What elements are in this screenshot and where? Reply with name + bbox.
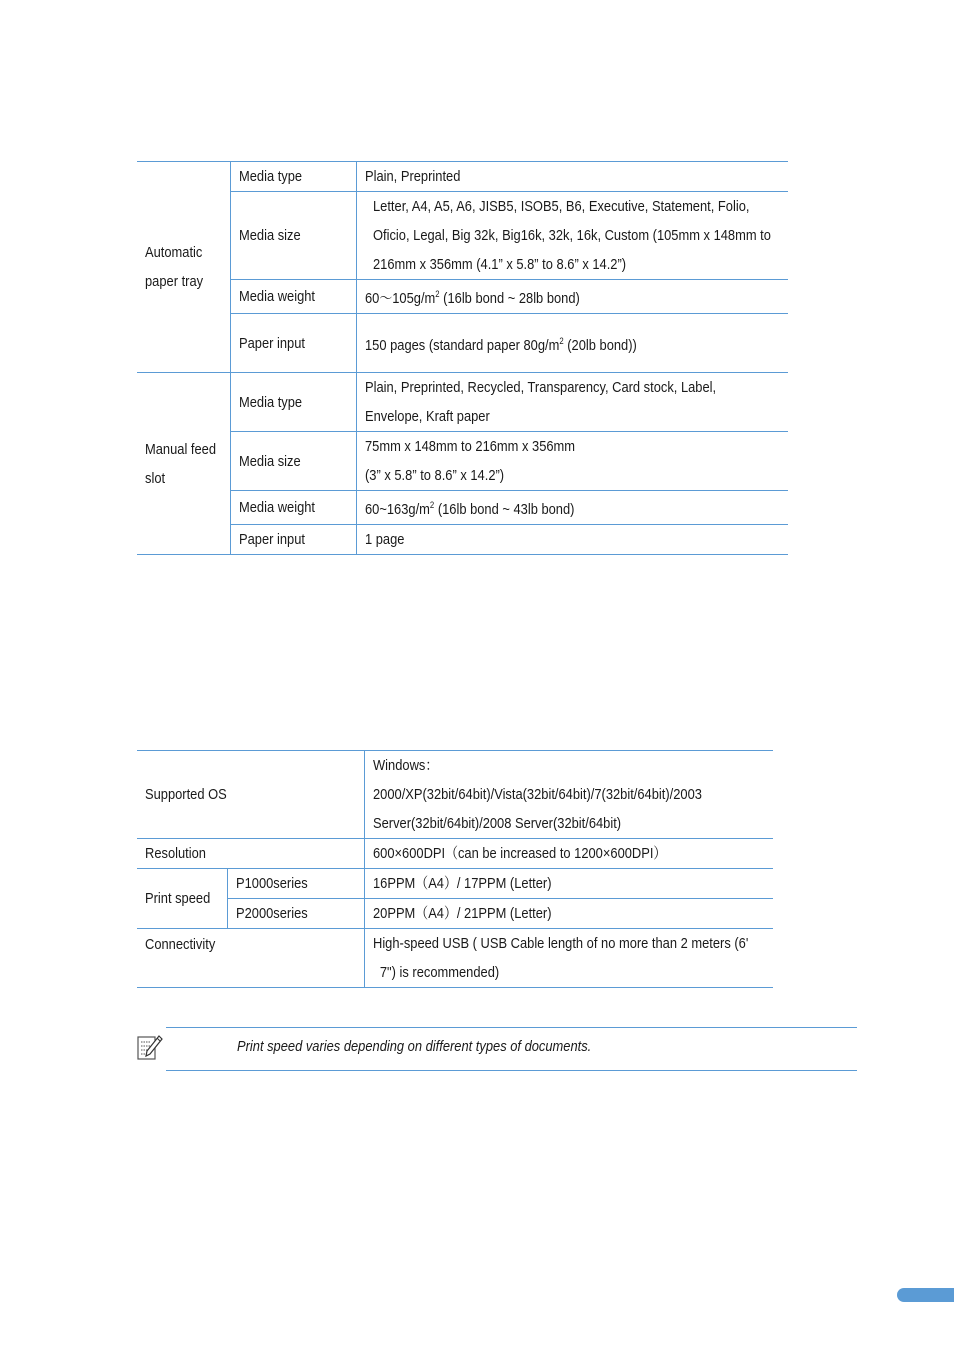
resolution-value: 600×600DPI（can be increased to 1200×600DPI） xyxy=(364,839,773,869)
paper-handling-table xyxy=(137,161,788,555)
auto-media-weight-value: $60\sim 105g/m^2$ (16lb bond ~ 28lb bond) xyxy=(356,280,788,314)
note-bottom-rule xyxy=(166,1070,857,1071)
os-label: Supported OS xyxy=(137,751,364,839)
auto-tray-heading: Automatic paper tray xyxy=(137,162,230,373)
auto-media-type-value: Plain, Preprinted xyxy=(356,162,788,192)
general-spec-table xyxy=(137,750,773,988)
manual-media-weight-value: $60\sim 163g/m^2$ (16lb bond ~ 43lb bond) xyxy=(356,491,788,525)
manual-paper-input-label: Paper input xyxy=(230,525,356,555)
auto-media-weight-label: Media weight xyxy=(230,280,356,314)
note-top-rule xyxy=(166,1027,857,1028)
page-marker-tab xyxy=(897,1288,954,1302)
print-speed-value: 16PPM（A4）/ 17PPM (Letter) xyxy=(364,869,773,899)
manual-media-type-value: Plain, Preprinted, Recycled, Transparency, Card stock, Label, Envelope, Kraft paper xyxy=(356,373,788,432)
manual-media-type-label: Media type xyxy=(230,373,356,432)
print-speed-model: P1000series xyxy=(227,869,364,899)
manual-media-weight-label: Media weight xyxy=(230,491,356,525)
auto-media-type-label: Media type xyxy=(230,162,356,192)
print-speed-value: 20PPM（A4）/ 21PPM (Letter) xyxy=(364,899,773,929)
connectivity-value: High-speed USB ( USB Cable length of no more than 2 meters (6' 7") is recommended) xyxy=(364,929,773,988)
auto-paper-input-value: 150 pages (standard paper $80g/m^2$ (20lb bond)) xyxy=(356,314,788,373)
note-text: Print speed varies depending on different types of documents. xyxy=(237,1038,592,1055)
connectivity-label: Connectivity xyxy=(137,929,364,988)
auto-media-size-label: Media size xyxy=(230,192,356,280)
manual-media-size-label: Media size xyxy=(230,432,356,491)
manual-media-size-value: 75mm x 148mm to 216mm x 356mm (3” x 5.8” to 8.6” x 14.2”) xyxy=(356,432,788,491)
print-speed-model: P2000series xyxy=(227,899,364,929)
manual-paper-input-value: 1 page xyxy=(356,525,788,555)
note-pencil-icon xyxy=(137,1034,163,1062)
os-value: Windows： 2000/XP(32bit/64bit)/Vista(32bit/64bit)/7(32bit/64bit)/2003 Server(32bit/64bit)/2008 Server(32bit/64bit) xyxy=(364,751,773,839)
auto-paper-input-label: Paper input xyxy=(230,314,356,373)
manual-slot-heading: Manual feed slot xyxy=(137,373,230,555)
auto-media-size-value: Letter, A4, A5, A6, JISB5, ISOB5, B6, Executive, Statement, Folio, Oficio, Legal, Big 32k, Big16k, 32k, 16k, Custom (105mm x 148mm to 216mm x 356mm (4.1” x 5.8” to 8.6” x 14.2”) xyxy=(356,192,788,280)
print-speed-label: Print speed xyxy=(137,869,227,929)
resolution-label: Resolution xyxy=(137,839,364,869)
